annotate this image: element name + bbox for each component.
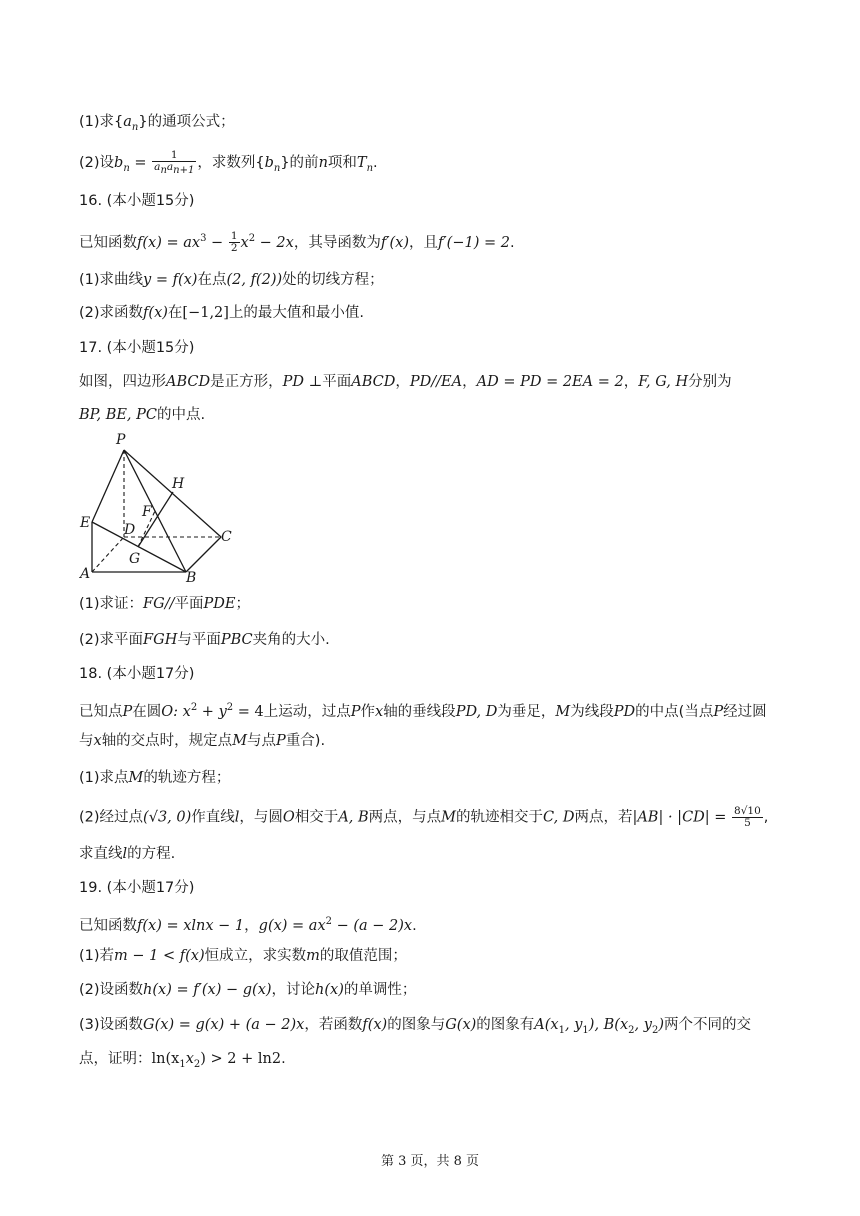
label-H: H <box>172 476 185 492</box>
math: f′(−1) = 2 <box>438 234 510 251</box>
line-21 <box>79 980 416 1000</box>
math: f(x) <box>143 305 168 321</box>
text: }的通项公式； <box>138 114 235 130</box>
line-14 <box>79 731 325 751</box>
text: 上运动，过点 <box>263 703 351 720</box>
text: 的中点. <box>157 407 206 423</box>
math: l <box>234 809 240 826</box>
text: 恒成立，求实数 <box>204 948 307 964</box>
math-sub: 1 <box>179 1058 186 1070</box>
text: (2)设 <box>79 155 115 172</box>
math: O: x <box>161 703 191 720</box>
geometry-figure <box>76 430 236 590</box>
text: (1)若 <box>79 948 115 964</box>
math: M <box>555 703 571 720</box>
fraction-denominator: $a_na_{n+1}$ <box>154 161 195 177</box>
math-sup: 2 <box>190 702 198 713</box>
math: PBC <box>220 632 253 648</box>
math-sub: n <box>366 162 374 174</box>
line-20 <box>79 946 407 966</box>
math: − 2x <box>255 234 294 251</box>
text: 重合). <box>285 733 326 749</box>
text: ， <box>244 917 259 934</box>
math: y = f(x) <box>143 272 198 288</box>
math: m − 1 < f(x) <box>114 948 205 964</box>
line-6 <box>79 303 364 323</box>
text: 的取值范围； <box>319 948 407 964</box>
text: 与 <box>79 733 94 749</box>
text: 上的最大值和最小值. <box>228 305 365 321</box>
text: 平面 <box>322 374 352 390</box>
text: 的单调性； <box>343 982 417 998</box>
text: 的轨迹方程； <box>143 770 231 786</box>
fraction <box>152 150 196 176</box>
math: M <box>232 733 248 749</box>
text: 作 <box>360 703 375 720</box>
line-4 <box>79 229 515 254</box>
text: 的图象有 <box>476 1017 535 1033</box>
math: ln(x <box>151 1051 180 1067</box>
math: h(x) = f′(x) − g(x) <box>143 982 272 998</box>
text: 在 <box>167 305 183 321</box>
text: (3)设函数 <box>79 1017 144 1033</box>
math: x <box>93 733 102 749</box>
text: 两点，与点 <box>368 809 442 826</box>
label-E: E <box>80 515 91 531</box>
text: 的图象与 <box>387 1017 446 1033</box>
page-footer: 第 3 页，共 8 页 <box>380 1154 480 1169</box>
math: , y <box>564 1017 583 1033</box>
text: 轴的垂线段 <box>383 703 456 720</box>
label-F: F <box>142 504 152 520</box>
text: 的轨迹相交于 <box>456 809 544 826</box>
math: ), B(x <box>588 1017 629 1033</box>
math-sup: 2 <box>248 233 256 244</box>
text: 已知函数 <box>79 234 137 251</box>
math: , y <box>634 1017 652 1033</box>
math: FGH <box>143 632 178 648</box>
math: ) > 2 + ln2 <box>200 1051 282 1067</box>
text: ，与圆 <box>239 809 283 826</box>
fraction-numerator: 1 <box>152 150 196 162</box>
math: f′(x) <box>380 234 409 251</box>
text: . <box>509 234 515 251</box>
text: 处的切线方程； <box>282 272 384 288</box>
text: 求直线 <box>79 846 123 862</box>
text: 在圆 <box>132 703 162 720</box>
edge-AD-hidden <box>92 537 124 572</box>
text: . <box>281 1051 286 1067</box>
math: l <box>122 846 128 862</box>
math: T <box>356 155 367 172</box>
label-A: A <box>80 566 91 582</box>
math: (2, f(2)) <box>226 272 283 288</box>
problem-17-header: 17. (本小题15分) <box>79 340 195 356</box>
text: 夹角的大小. <box>252 632 330 648</box>
text: 与平面 <box>177 632 221 648</box>
math: A(x <box>534 1017 559 1033</box>
text: 在点 <box>197 272 227 288</box>
math: PD, D <box>455 703 498 720</box>
label-D: D <box>124 522 136 538</box>
math-sub: 1 <box>582 1024 589 1036</box>
line-16 <box>79 806 768 829</box>
math-sub: 2 <box>628 1024 635 1036</box>
math: a <box>123 114 132 130</box>
text: 轴的交点时，规定点 <box>101 733 233 749</box>
math: P <box>713 703 724 720</box>
math: G(x) <box>445 1017 477 1033</box>
label-G: G <box>129 551 141 567</box>
math: + y <box>197 703 227 720</box>
math-sub: 1 <box>558 1024 565 1036</box>
math-sup: 2 <box>226 702 234 713</box>
math: PDE <box>203 596 236 612</box>
line-15 <box>79 768 230 788</box>
line-9 <box>79 405 205 425</box>
math: ) <box>658 1017 664 1033</box>
math: x <box>185 1051 194 1067</box>
math: M <box>128 770 144 786</box>
line-23 <box>79 1049 286 1075</box>
text: ， <box>462 374 477 390</box>
text: 两点，若 <box>574 809 633 826</box>
fraction-denominator: 5 <box>744 817 751 829</box>
text: (2)经过点 <box>79 809 144 826</box>
line-5 <box>79 270 384 290</box>
text: ， <box>395 374 410 390</box>
problem-19-header: 19. (本小题17分) <box>79 880 195 896</box>
edge-PE <box>92 450 124 522</box>
math: − <box>206 234 228 251</box>
fraction-denominator: 2 <box>230 242 238 255</box>
math: P <box>350 703 361 720</box>
problem-16-header: 16. (本小题15分) <box>79 193 195 209</box>
line-17 <box>79 844 175 864</box>
math: ABCD <box>166 374 211 390</box>
math: b <box>114 155 124 172</box>
label-C: C <box>221 529 232 545</box>
math: P <box>276 733 286 749</box>
text: ； <box>235 596 250 612</box>
math: = <box>129 155 152 172</box>
math: b <box>264 155 274 172</box>
math: g(x) = ax <box>258 917 326 934</box>
text: (1)求曲线 <box>79 272 144 288</box>
text: 如图，四边形 <box>79 374 166 390</box>
math: |AB| · |CD| = <box>632 809 732 826</box>
text: (2)求函数 <box>79 305 144 321</box>
text: ，且 <box>409 234 438 251</box>
math: FG// <box>143 596 175 612</box>
text: (1)求{ <box>79 114 124 130</box>
text: }的前 <box>280 155 319 172</box>
text: 为线段 <box>570 703 614 720</box>
math-sup: 3 <box>200 233 207 244</box>
label-B: B <box>186 570 197 586</box>
fraction <box>229 231 240 254</box>
text: 平面 <box>174 596 204 612</box>
text: 作直线 <box>191 809 235 826</box>
text: 分别为 <box>688 374 732 390</box>
math: h(x) <box>315 982 344 998</box>
math: P <box>122 703 133 720</box>
text: (2)求平面 <box>79 632 144 648</box>
line-8 <box>79 372 732 392</box>
text: (1)求证： <box>79 596 144 612</box>
math: PD ⊥ <box>282 374 323 390</box>
math: BP, BE, PC <box>79 407 158 423</box>
math-sub: n <box>131 121 139 133</box>
line-11 <box>79 630 330 650</box>
math: x <box>375 703 384 720</box>
text: (1)求点 <box>79 770 129 786</box>
line-13 <box>79 698 767 722</box>
line-19 <box>79 912 417 936</box>
math-sub: n <box>273 162 281 174</box>
text: 的中点(当点 <box>635 703 714 720</box>
text: (2)设函数 <box>79 982 144 998</box>
math: G(x) = g(x) + (a − 2)x <box>143 1017 305 1033</box>
math: PD <box>613 703 636 720</box>
label-P: P <box>116 432 126 448</box>
text: ，求数列{ <box>197 155 265 172</box>
math: AD = PD = 2EA = 2 <box>476 374 624 390</box>
text: 两个不同的交 <box>664 1017 751 1033</box>
text: 项和 <box>327 155 357 172</box>
line-2 <box>79 150 378 179</box>
math: f(x) = xlnx − 1 <box>137 917 245 934</box>
fraction <box>732 806 763 829</box>
math: PD//EA <box>409 374 463 390</box>
fraction-numerator: 1 <box>230 230 238 243</box>
text: ，讨论 <box>271 982 316 998</box>
text: 已知点 <box>79 703 123 720</box>
math-sub: n <box>123 162 130 174</box>
math-sub: 2 <box>651 1024 659 1036</box>
line-22 <box>79 1015 751 1041</box>
text: . <box>412 917 417 934</box>
text: 的方程. <box>127 846 176 862</box>
text: ，若函数 <box>304 1017 363 1033</box>
text: 相交于 <box>294 809 339 826</box>
edge-BC <box>186 537 221 572</box>
math: O <box>282 809 295 826</box>
math: f(x) <box>362 1017 388 1033</box>
problem-18-header: 18. (本小题17分) <box>79 666 195 682</box>
text: , <box>763 809 769 826</box>
text: 已知函数 <box>79 917 137 934</box>
math: = 4 <box>233 703 264 720</box>
fraction-numerator: 8√10 <box>734 805 761 817</box>
line-1 <box>79 112 235 138</box>
math: M <box>441 809 457 826</box>
math: f(x) = ax <box>137 234 201 251</box>
text: 与点 <box>247 733 277 749</box>
text: 经过圆 <box>723 703 767 720</box>
math: [−1,2] <box>182 305 229 321</box>
line-10 <box>79 594 250 614</box>
math-sup: 2 <box>325 916 332 927</box>
math: A, B <box>338 809 369 826</box>
math-sub: 2 <box>193 1058 201 1070</box>
math: C, D <box>543 809 575 826</box>
math: x <box>240 234 249 251</box>
text: . <box>373 155 378 172</box>
text: ， <box>623 374 639 390</box>
math: − (a − 2)x <box>332 917 413 934</box>
math: F, G, H <box>638 374 689 390</box>
math: m <box>306 948 320 964</box>
math: (√3, 0) <box>143 809 192 826</box>
text: 点，证明： <box>79 1051 152 1067</box>
text: 是正方形， <box>210 374 283 390</box>
math: ABCD <box>351 374 396 390</box>
text: 为垂足， <box>497 703 556 720</box>
text: ，其导函数为 <box>293 234 381 251</box>
math: n <box>318 155 328 172</box>
